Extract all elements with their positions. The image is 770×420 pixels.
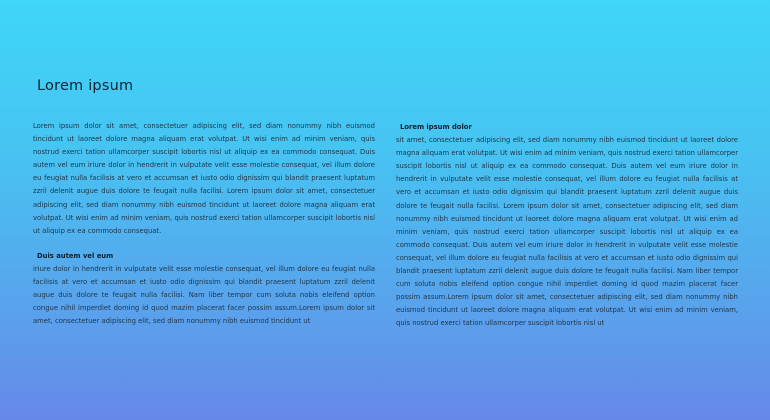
right-subheading: Lorem ipsum dolor bbox=[400, 123, 472, 131]
right-paragraph-1: sit amet, consectetuer adipiscing elit, sed diam nonummy nibh euismod tincidunt ut laoreet dolore magna aliquam erat volutpat. Ut wisi enim ad minim veniam, quis nostrud exerci tation ullamcorper suscipit lobortis nisl ut aliquip ex ea commodo consequat. Duis autem vel eum iriure dolor in hendrerit in vulputate velit esse molestie consequat, vel illum dolore eu feugiat nulla facilisis at vero et accumsan et iusto odio dignissim qui blandit praesent luptatum zzril delenit augue duis dolore te feugait nulla facilisi. Lorem ipsum dolor sit amet, consectetuer adipiscing elit, sed diam nonummy nibh euismod tincidunt ut laoreet dolore magna aliquam erat volutpat. Ut wisi enim ad minim veniam, quis nostrud exerci tation ullamcorper suscipit lobortis nisl ut aliquip ex ea commodo consequat. Duis autem vel eum iriure dolor in hendrerit in vulputate velit esse molestie consequat, vel illum dolore eu feugiat nulla facilisis at vero et accumsan et iusto odio dignissim qui blandit praesent luptatum zzril delenit augue duis dolore te feugait nulla facilisi. Nam liber tempor cum soluta nobis eleifend option congue nihil imperdiet doming id quod mazim placerat facer possim assum.Lorem ipsum dolor sit amet, consectetuer adipiscing elit, sed diam nonummy nibh euismod tincidunt ut laoreet dolore magna aliquam erat volutpat. Ut wisi enim ad minim veniam, quis nostrud exerci tation ullamcorper suscipit lobortis nisl ut bbox=[396, 136, 738, 328]
left-subheading: Duis autem vel eum bbox=[37, 251, 114, 260]
left-paragraph-2: iriure dolor in hendrerit in vulputate velit esse molestie consequat, vel illum dolore eu feugiat nulla facilisis at vero et accumsan et iusto odio dignissim qui blandit praesent luptatum zzril delenit augue duis dolore te feugait nulla facilisi. Nam liber tempor cum soluta nobis eleifend option congue nihil imperdiet doming id quod mazim placerat facer possim assum.Lorem ipsum dolor sit amet, consectetuer adipiscing elit, sed diam nonummy nibh euismod tincidunt ut bbox=[33, 264, 375, 326]
left-paragraph-1: Lorem ipsum dolor sit amet, consectetuer adipiscing elit, sed diam nonummy nibh euismod tincidunt ut laoreet dolore magna aliquam erat volutpat. Ut wisi enim ad minim veniam, quis nostrud exerci tation ullamcorper suscipit lobortis nisl ut aliquip ex ea commodo consequat. Duis autem vel eum iriure dolor in hendrerit in vulputate velit esse molestie consequat, vel illum dolore eu feugiat nulla facilisis at vero et accumsan et iusto odio dignissim qui blandit praesent luptatum zzril delenit augue duis dolore te feugait nulla facilisi. Lorem ipsum dolor sit amet, consectetuer adipiscing elit, sed diam nonummy nibh euismod tincidunt ut laoreet dolore magna aliquam erat volutpat. Ut wisi enim ad minim veniam, quis nostrud exerci tation ullamcorper suscipit lobortis nisl ut aliquip ex ea commodo consequat. bbox=[33, 122, 375, 235]
right-column bbox=[396, 120, 738, 331]
page-title: Lorem ipsum bbox=[37, 78, 134, 94]
left-column bbox=[33, 120, 375, 328]
